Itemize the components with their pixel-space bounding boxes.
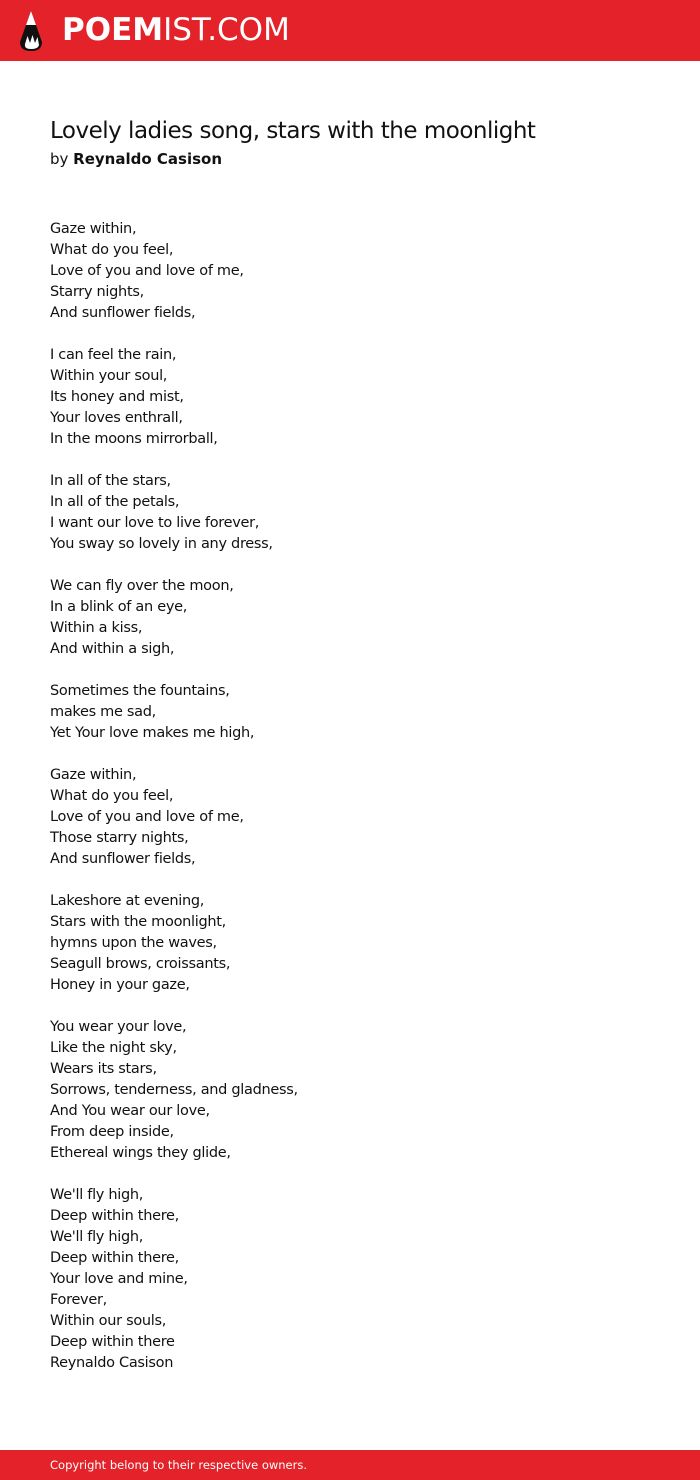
poem-line: You wear your love, <box>50 1019 187 1035</box>
poem-line: We can fly over the moon, <box>50 578 234 594</box>
poem-line: What do you feel, <box>50 242 174 258</box>
poem-line: Love of you and love of me, <box>50 809 244 825</box>
poem-line: And You wear our love, <box>50 1103 210 1119</box>
stanza <box>50 1185 650 1374</box>
poem-line: Starry nights, <box>50 284 144 300</box>
stanza <box>50 471 650 555</box>
poem-line: Lakeshore at evening, <box>50 893 205 909</box>
poem-line: Sometimes the fountains, <box>50 683 230 699</box>
poem-line: Ethereal wings they glide, <box>50 1145 231 1161</box>
stanza <box>50 891 650 996</box>
poem-line: Honey in your gaze, <box>50 977 190 993</box>
brand-light-text: IST.COM <box>163 12 290 48</box>
poem-title: Lovely ladies song, stars with the moonlight <box>50 118 536 144</box>
poem-line: Love of you and love of me, <box>50 263 244 279</box>
poem-line: Gaze within, <box>50 221 137 237</box>
poem-line: Its honey and mist, <box>50 389 184 405</box>
poem-body <box>50 219 650 1395</box>
stanza <box>50 1017 650 1164</box>
poem-line: We'll fly high, <box>50 1229 144 1245</box>
poem-line: Your love and mine, <box>50 1271 188 1287</box>
poem-line: Deep within there <box>50 1334 175 1350</box>
pencil-tip-icon[interactable] <box>18 10 44 52</box>
stanza <box>50 576 650 660</box>
poem-line: Gaze within, <box>50 767 137 783</box>
poem-line: In all of the petals, <box>50 494 180 510</box>
site-header <box>0 0 700 61</box>
stanza <box>50 765 650 870</box>
byline <box>50 149 222 169</box>
poem-line: And sunflower fields, <box>50 851 196 867</box>
brand-strong-text: POEM <box>62 12 164 48</box>
poem-line: I want our love to live forever, <box>50 515 260 531</box>
poem-line: hymns upon the waves, <box>50 935 217 951</box>
poem-line: Within our souls, <box>50 1313 167 1329</box>
poem-line: Stars with the moonlight, <box>50 914 226 930</box>
poem-line: Wears its stars, <box>50 1061 157 1077</box>
author-name: Reynaldo Casison <box>73 150 222 168</box>
copyright-text: Copyright belong to their respective owners. <box>50 1458 308 1472</box>
poem-line: What do you feel, <box>50 788 174 804</box>
byline-prefix: by <box>50 150 74 168</box>
poem-line: In a blink of an eye, <box>50 599 188 615</box>
poem-line: Sorrows, tenderness, and gladness, <box>50 1082 298 1098</box>
poem-line: Like the night sky, <box>50 1040 177 1056</box>
stanza <box>50 345 650 450</box>
poem-line: From deep inside, <box>50 1124 174 1140</box>
poem-line: In the moons mirrorball, <box>50 431 218 447</box>
poem-line: Deep within there, <box>50 1208 179 1224</box>
site-footer <box>0 1450 700 1480</box>
poem-line: Deep within there, <box>50 1250 179 1266</box>
site-logo-text[interactable] <box>62 12 290 48</box>
poem-line: Seagull brows, croissants, <box>50 956 231 972</box>
poem-line: Reynaldo Casison <box>50 1355 174 1371</box>
poem-line: And within a sigh, <box>50 641 175 657</box>
poem-line: Your loves enthrall, <box>50 410 183 426</box>
poem-line: And sunflower fields, <box>50 305 196 321</box>
poem-line: We'll fly high, <box>50 1187 144 1203</box>
poem-line: Within your soul, <box>50 368 168 384</box>
poem-line: Within a kiss, <box>50 620 143 636</box>
poem-line: In all of the stars, <box>50 473 171 489</box>
poem-line: I can feel the rain, <box>50 347 177 363</box>
poem-line: Yet Your love makes me high, <box>50 725 255 741</box>
poem-line: makes me sad, <box>50 704 156 720</box>
poem-line: You sway so lovely in any dress, <box>50 536 273 552</box>
poem-line: Forever, <box>50 1292 107 1308</box>
poem-line: Those starry nights, <box>50 830 189 846</box>
stanza <box>50 681 650 744</box>
stanza <box>50 219 650 324</box>
